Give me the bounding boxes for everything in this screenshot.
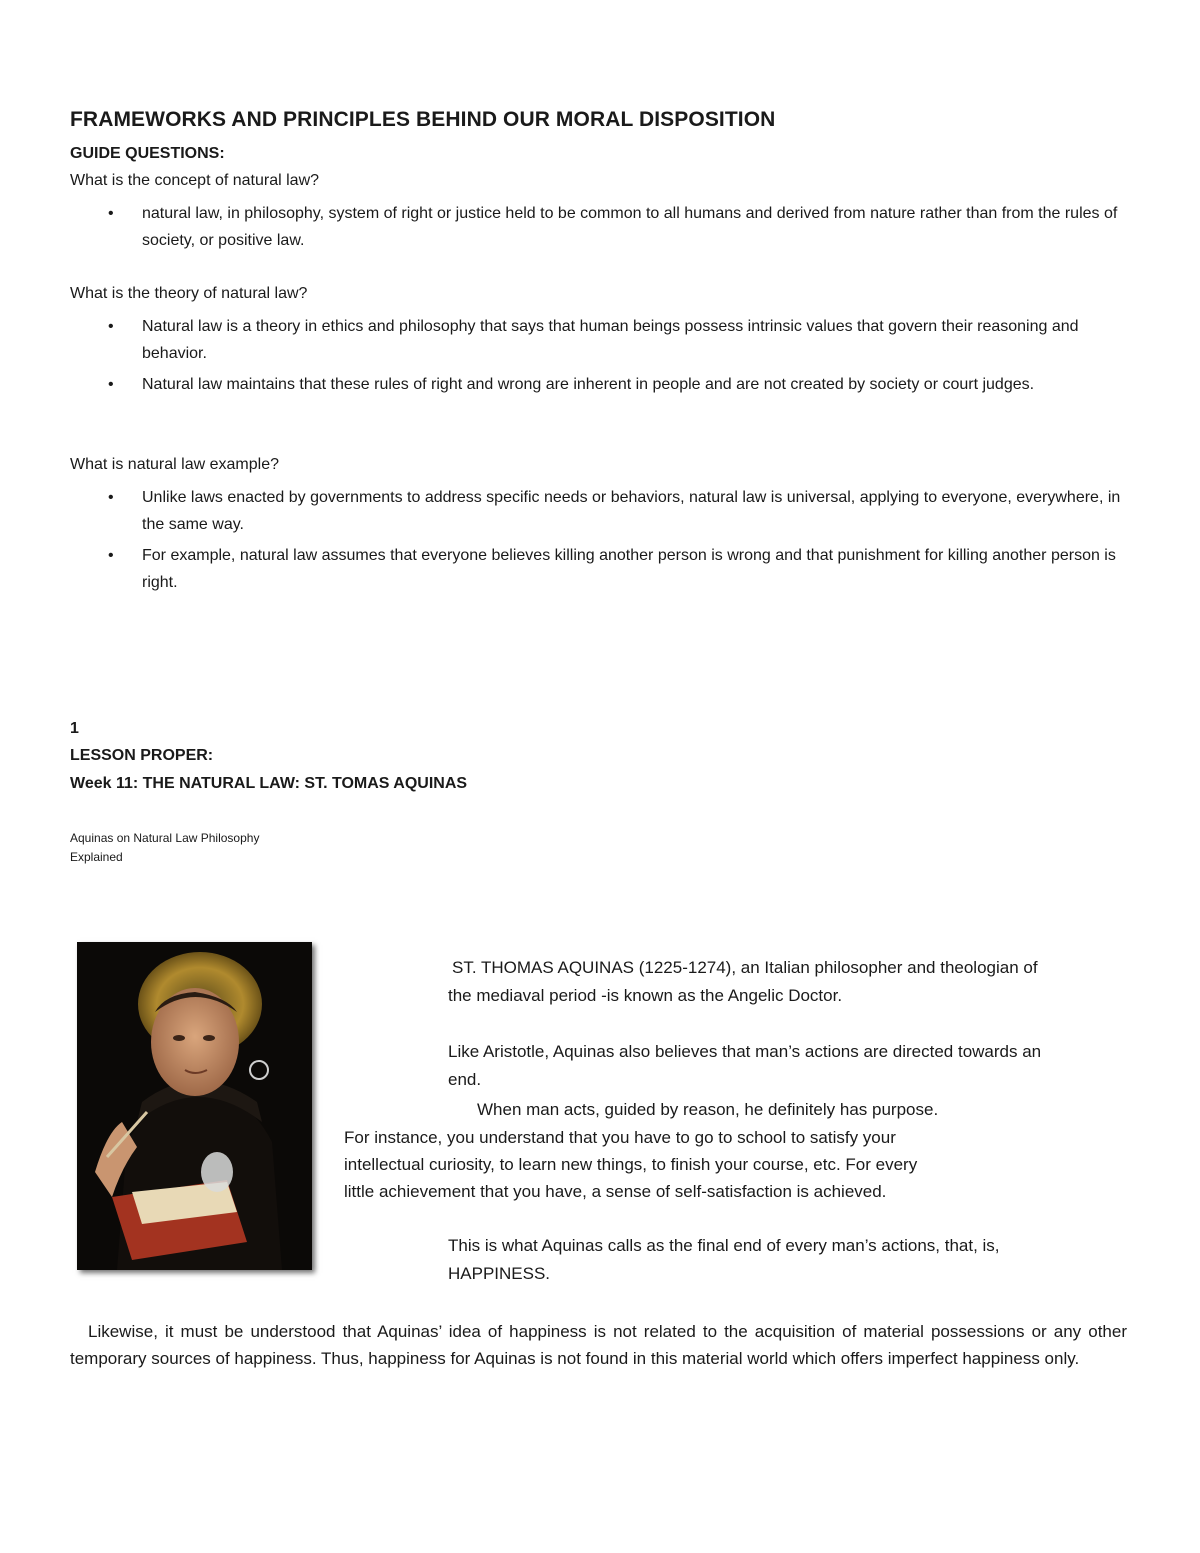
caption-line-2: Explained bbox=[70, 850, 123, 864]
body-p5-line1: This is what Aquinas calls as the final end of every man’s actions, that, is, bbox=[448, 1236, 1000, 1255]
bullet-icon: • bbox=[108, 489, 114, 506]
body-p1-line1: ST. THOMAS AQUINAS (1225-1274), an Italian philosopher and theologian of bbox=[452, 958, 1038, 977]
body-p4-line3: little achievement that you have, a sense of self-satisfaction is achieved. bbox=[344, 1182, 887, 1201]
question-example: What is natural law example? bbox=[70, 456, 279, 473]
list-item bbox=[70, 313, 1132, 367]
bullet-list-example bbox=[70, 484, 1132, 600]
list-item bbox=[70, 484, 1132, 538]
bullet-text: For example, natural law assumes that everyone believes killing another person is wrong and that punishment for killing another person is right. bbox=[142, 547, 1116, 591]
list-item bbox=[70, 371, 1132, 398]
body-p4-line1: For instance, you understand that you have to go to school to satisfy your bbox=[344, 1128, 896, 1147]
document-title: FRAMEWORKS AND PRINCIPLES BEHIND OUR MORAL DISPOSITION bbox=[70, 108, 776, 131]
bullet-list-concept bbox=[70, 200, 1132, 258]
body-p6: Likewise, it must be understood that Aquinas’ idea of happiness is not related to the acquisition of material possessions or any other temporary sources of happiness. Thus, happiness for Aquinas is not found in this material world which offers imperfect happiness only. bbox=[70, 1322, 1127, 1368]
bullet-text: Natural law maintains that these rules of right and wrong are inherent in people and are not created by society or court judges. bbox=[142, 376, 1035, 393]
list-item bbox=[70, 200, 1132, 254]
bullet-list-theory bbox=[70, 313, 1132, 402]
aquinas-portrait-icon bbox=[77, 942, 312, 1270]
bullet-icon: • bbox=[108, 205, 114, 222]
bullet-icon: • bbox=[108, 376, 114, 393]
question-concept: What is the concept of natural law? bbox=[70, 172, 320, 189]
guide-questions-heading: GUIDE QUESTIONS: bbox=[70, 145, 225, 162]
body-p5-line2: HAPPINESS. bbox=[448, 1264, 551, 1283]
bullet-icon: • bbox=[108, 318, 114, 335]
body-p2-line1: Like Aristotle, Aquinas also believes that man’s actions are directed towards an bbox=[448, 1042, 1042, 1061]
bullet-icon: • bbox=[108, 547, 114, 564]
page-number: 1 bbox=[70, 720, 79, 737]
bullet-text: natural law, in philosophy, system of right or justice held to be common to all humans and derived from nature rather than from the rules of society, or positive law. bbox=[142, 205, 1118, 249]
body-p4-line2: intellectual curiosity, to learn new things, to finish your course, etc. For every bbox=[344, 1155, 918, 1174]
week-heading: Week 11: THE NATURAL LAW: ST. TOMAS AQUINAS bbox=[70, 775, 468, 792]
body-p3-line1: When man acts, guided by reason, he definitely has purpose. bbox=[477, 1100, 939, 1119]
list-item bbox=[70, 542, 1132, 596]
lesson-heading: LESSON PROPER: bbox=[70, 747, 214, 764]
bullet-text: Unlike laws enacted by governments to address specific needs or behaviors, natural law is universal, applying to everyone, everywhere, in the same way. bbox=[142, 489, 1121, 533]
bullet-text: Natural law is a theory in ethics and philosophy that says that human beings possess intrinsic values that govern their reasoning and behavior. bbox=[142, 318, 1079, 362]
question-theory: What is the theory of natural law? bbox=[70, 285, 308, 302]
body-p1-line2: the mediaval period -is known as the Angelic Doctor. bbox=[448, 986, 843, 1005]
body-p2-line2: end. bbox=[448, 1070, 482, 1089]
caption-line-1: Aquinas on Natural Law Philosophy bbox=[70, 831, 260, 845]
